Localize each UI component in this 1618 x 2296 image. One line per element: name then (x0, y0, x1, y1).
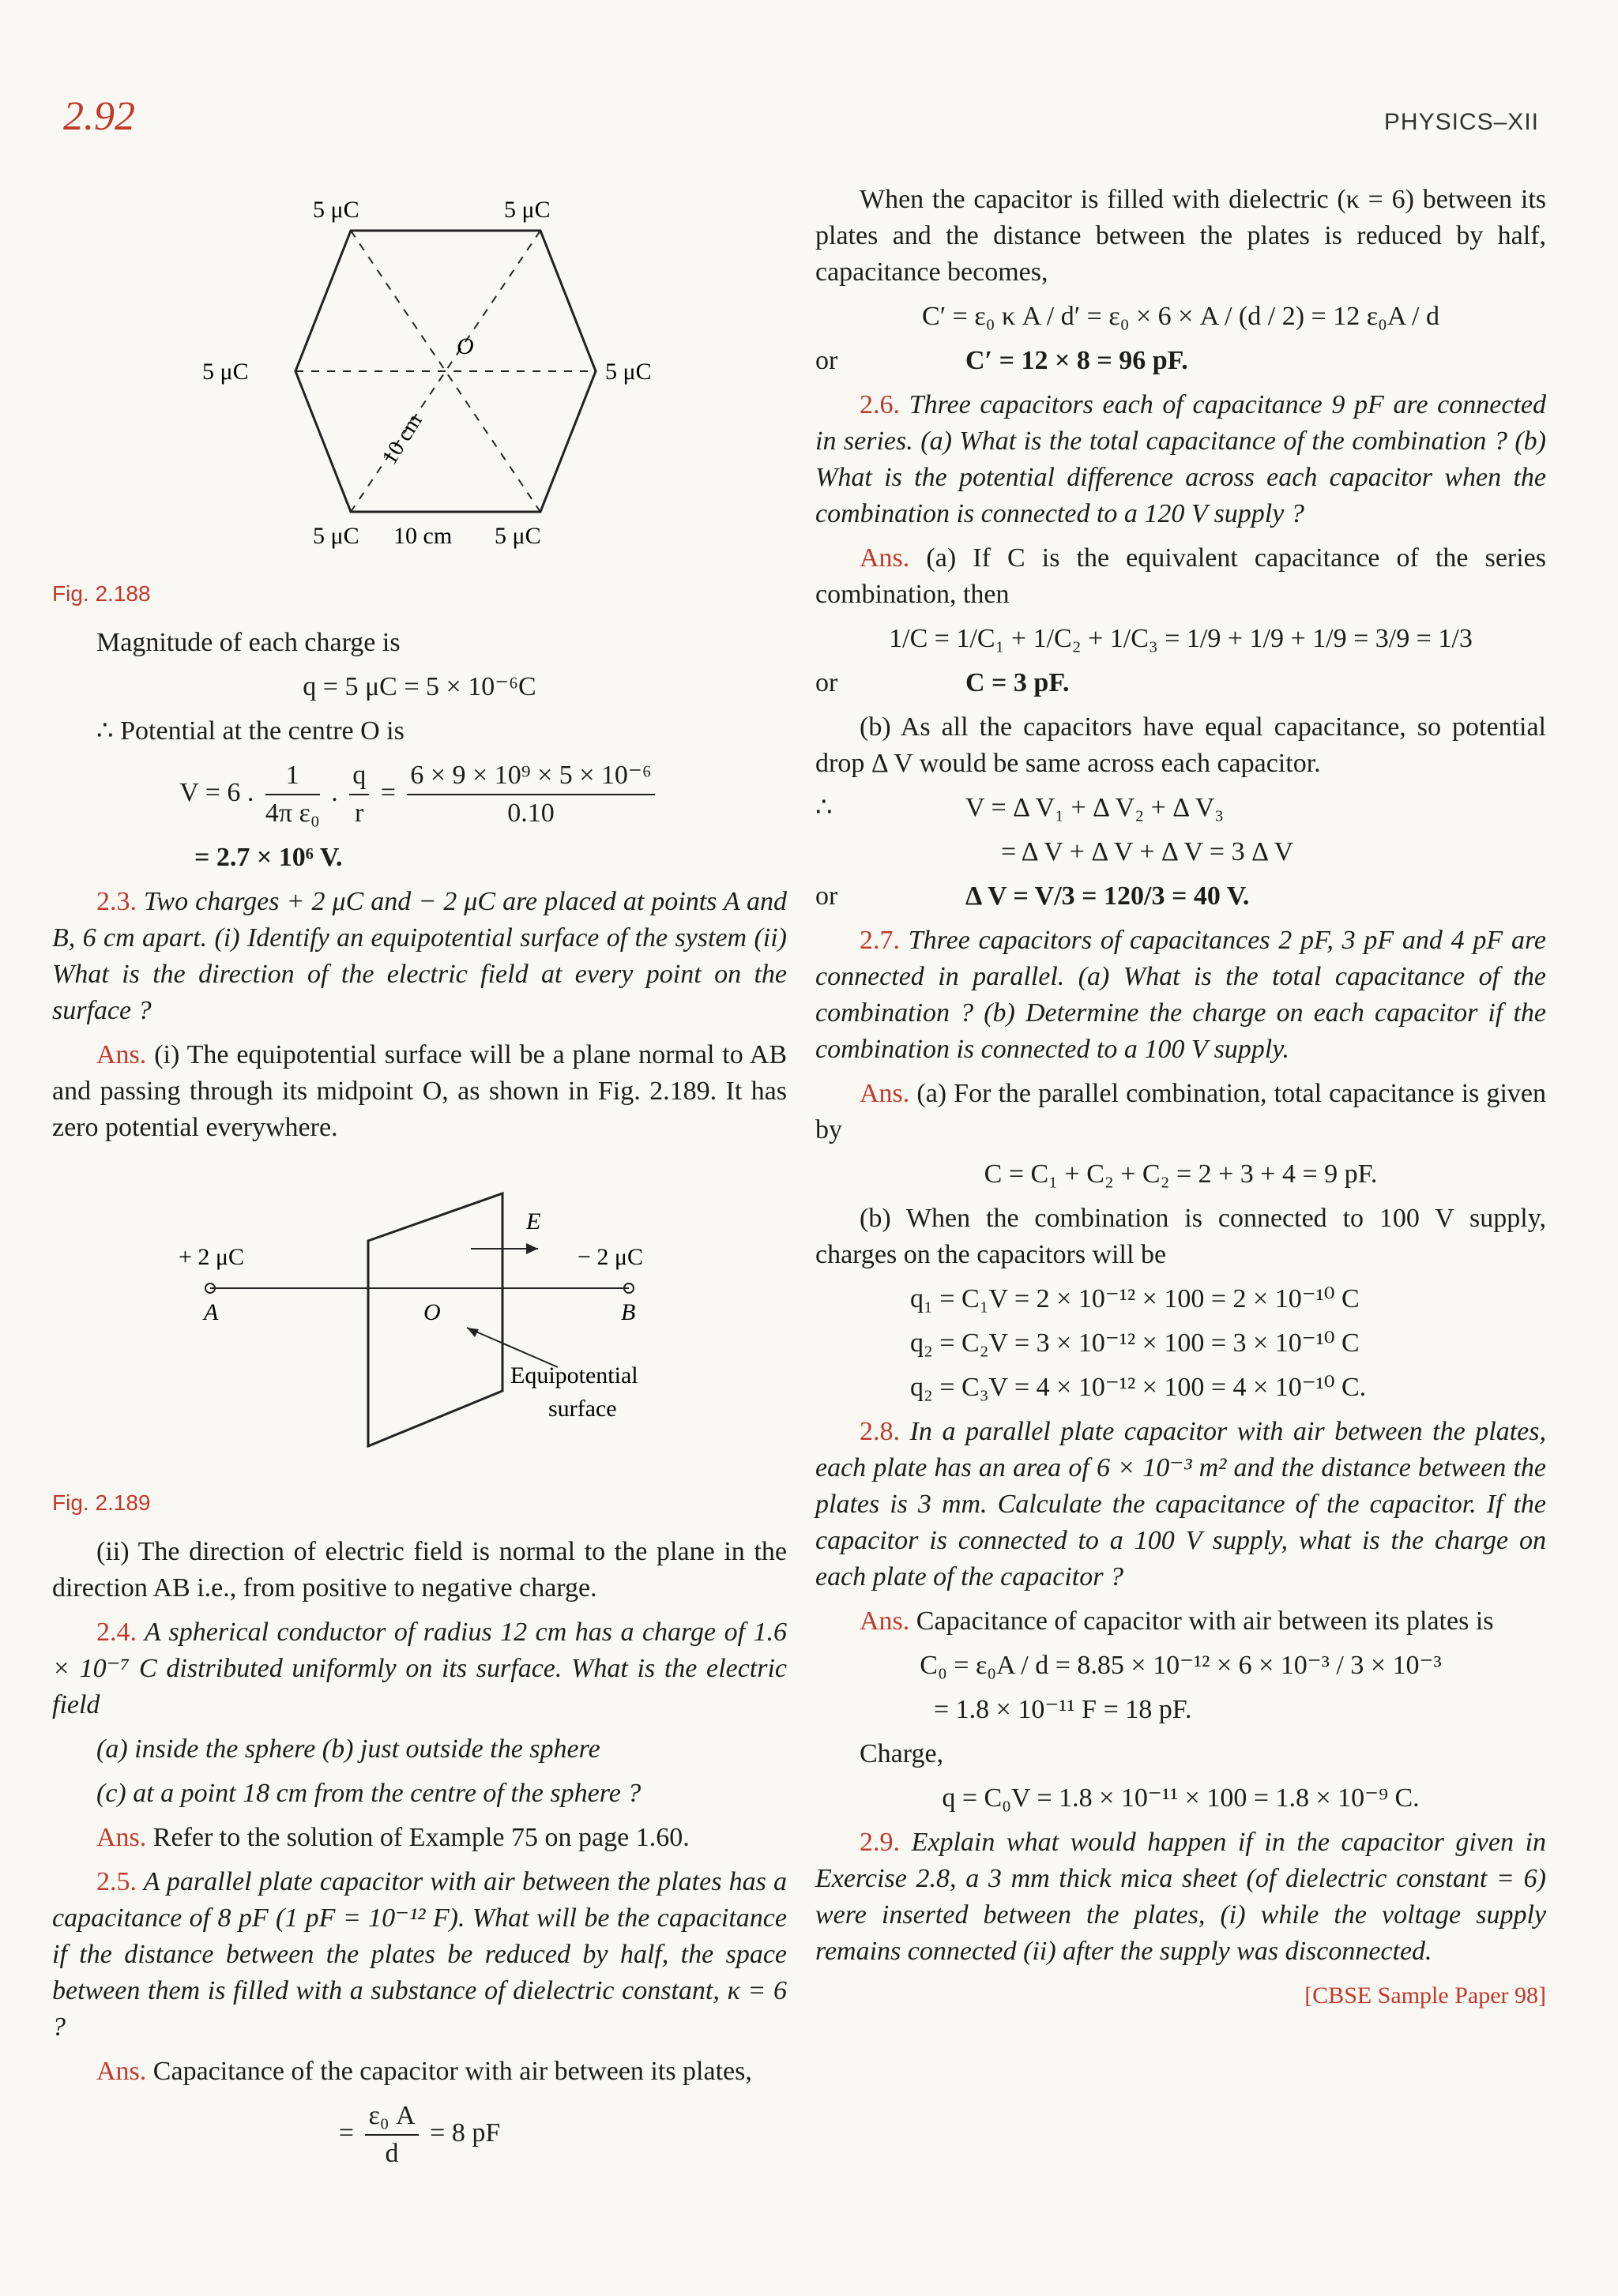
question-text: In a parallel plate capacitor with air between the plates, each plate has an area of 6 × 10⁻³ m² and the distance between the plates is 3 mm. Calculate the capacitance of the capacitor. If the capacitor is connected to a 100 V supply, what is the charge on each plate of the capacitor ? (815, 1417, 1547, 1591)
eq-q1: q₁ = C₁V = 2 × 10⁻¹² × 100 = 2 × 10⁻¹⁰ C (910, 1284, 1360, 1313)
question-2-6 (815, 387, 1546, 532)
eq-dielectric-capacitance: C′ = ε₀ κ A / d′ = ε₀ × 6 × A / (d / 2) = 12 ε₀A / d (922, 302, 1439, 331)
question-text: A spherical conductor of radius 12 cm has a charge of 1.6 × 10⁻⁷ C distributed uniformly on its surface. What is the electric field (52, 1618, 787, 1719)
ans-label: Ans. (860, 543, 910, 573)
side-label: 10 cm (393, 523, 453, 549)
right-column (815, 182, 1546, 2014)
left-column (52, 182, 787, 2180)
charge-left: 5 μC (202, 359, 249, 385)
eq-18pf: = 1.8 × 10⁻¹¹ F = 18 pF. (934, 1695, 1192, 1724)
left-charge-label: + 2 μC (179, 1244, 245, 1270)
ans-label: Ans. (96, 1823, 147, 1852)
eq-result: = 2.7 × 10⁶ V. (194, 843, 343, 872)
text-charge: Charge, (860, 1739, 944, 1768)
frac-den: 0.10 (507, 799, 555, 828)
equipotential-figure (52, 1154, 787, 1470)
frac-den: 4π ε₀ (265, 799, 320, 828)
ans-label: Ans. (860, 1079, 910, 1108)
or-label: or (815, 668, 838, 697)
question-2-5 (52, 1864, 787, 2046)
question-text: Two charges + 2 μC and − 2 μC are placed at points A and B, 6 cm apart. (i) Identify an equipotential surface of the system (ii) What is the direction of the electric field at every point on the surface ? (52, 887, 788, 1025)
q-number: 2.3. (96, 887, 137, 916)
eq-c0: C₀ = ε₀A / d = 8.85 × 10⁻¹² × 6 × 10⁻³ / 3 × 10⁻³ (920, 1651, 1442, 1680)
radius-label: 10 cm (377, 409, 427, 469)
or-label: or (815, 346, 838, 375)
question-text: Explain what would happen if in the capacitor given in Exercise 2.8, a 3 mm thick mica sheet (of dielectric constant = 6) were inserted between the plates, (i) while the voltage supply remains connected (ii) after the supply was disconnected. (815, 1828, 1547, 1966)
frac-num: q (349, 757, 369, 795)
answer-text: Capacitance of the capacitor with air between its plates, (152, 2057, 752, 2086)
charge-bottom-left: 5 μC (313, 523, 359, 549)
eq-rhs: = 8 pF (430, 2118, 501, 2148)
question-2-4-c: (c) at a point 18 cm from the centre of the sphere ? (96, 1779, 642, 1808)
text-magnitude: Magnitude of each charge is (96, 628, 401, 657)
question-2-7 (815, 923, 1546, 1068)
eq-air-capacitance: = $\frac{\text{ε₀ A}}{d}$ = 8 pF (52, 2098, 787, 2172)
fig-188-caption: Fig. 2.188 (52, 581, 151, 606)
eq-charge-q: q = C₀V = 1.8 × 10⁻¹¹ × 100 = 1.8 × 10⁻⁹ C. (942, 1783, 1420, 1813)
point-a: A (204, 1299, 219, 1325)
fig-189-caption: Fig. 2.189 (52, 1490, 151, 1515)
answer-2-8 (815, 1603, 1546, 1640)
answer-2-6 (815, 540, 1546, 613)
book-title: PHYSICS–XII (1383, 109, 1539, 135)
eq-series: 1/C = 1/C₁ + 1/C₂ + 1/C₃ = 1/9 + 1/9 + 1/9 = 3/9 = 1/3 (889, 624, 1473, 653)
surface-label-2: surface (548, 1396, 617, 1422)
charge-right: 5 μC (605, 359, 652, 385)
page-number: 2.92 (63, 94, 135, 139)
or-row (815, 878, 1546, 915)
therefore-symbol: ∴ (815, 793, 833, 822)
answer-2-7 (815, 1076, 1546, 1148)
text-potential: ∴ Potential at the centre O is (96, 716, 404, 746)
eq-3pf: C = 3 pF. (965, 668, 1070, 697)
answer-2-4 (52, 1820, 787, 1856)
hexagon-figure (52, 182, 787, 561)
or-row (815, 665, 1546, 701)
q-number: 2.7. (860, 926, 900, 955)
answer-2-3-ii: (ii) The direction of electric field is normal to the plane in the direction AB i.e., from positive to negative charge. (52, 1537, 787, 1603)
field-label: E (526, 1208, 541, 1234)
eq-96pf: C′ = 12 × 8 = 96 pF. (965, 346, 1188, 375)
answer-2-5 (52, 2054, 787, 2090)
eq-sum-v: V = Δ V₁ + Δ V₂ + Δ V₃ (965, 793, 1225, 822)
eq-40v: Δ V = V/3 = 120/3 = 40 V. (965, 881, 1250, 911)
frac-den: d (385, 2139, 399, 2168)
point-o: O (423, 1299, 441, 1325)
or-label: or (815, 881, 838, 911)
centre-label: O (457, 333, 474, 359)
eq-3dv: = Δ V + Δ V + Δ V = 3 Δ V (1001, 837, 1294, 866)
eq-charge: q = 5 μC = 5 × 10⁻⁶C (303, 672, 536, 701)
q-number: 2.9. (860, 1828, 900, 1857)
charge-bottom-right: 5 μC (495, 523, 541, 549)
ans-label: Ans. (860, 1606, 910, 1636)
ans-label: Ans. (96, 1040, 147, 1069)
answer-2-6-b: (b) As all the capacitors have equal capacitance, so potential drop Δ V would be same across each capacitor. (815, 712, 1546, 778)
eq-q2: q₂ = C₂V = 3 × 10⁻¹² × 100 = 3 × 10⁻¹⁰ C (910, 1328, 1360, 1358)
question-2-9 (815, 1824, 1546, 1970)
question-2-8 (815, 1414, 1546, 1595)
charge-top-left: 5 μC (313, 197, 359, 223)
question-2-4 (52, 1614, 787, 1723)
frac-num: 1 (265, 757, 320, 795)
surface-label-1: Equipotential (510, 1362, 638, 1388)
right-charge-label: − 2 μC (578, 1244, 644, 1270)
eq-q3: q₂ = C₃V = 4 × 10⁻¹² × 100 = 4 × 10⁻¹⁰ C. (910, 1373, 1367, 1402)
q-number: 2.8. (860, 1417, 900, 1446)
eq-parallel: C = C₁ + C₂ + C₂ = 2 + 3 + 4 = 9 pF. (984, 1159, 1378, 1189)
question-2-3 (52, 884, 787, 1029)
therefore-row (815, 790, 1546, 826)
answer-text: Capacitance of capacitor with air between its plates is (916, 1606, 1494, 1636)
eq-potential: V = 6 . $\frac{1}{\text{4π ε₀}}$ . $\frac{q}{r}$ = $\frac{\text{6 × 9 × 10⁹ × 5 × 10⁻⁶}}{0.10}$ (52, 757, 787, 832)
answer-2-3 (52, 1037, 787, 1146)
frac-den: r (355, 799, 364, 828)
charge-top-right: 5 μC (504, 197, 551, 223)
answer-text: (a) If C is the equivalent capacitance of the series combination, then (815, 543, 1547, 609)
q-number: 2.6. (860, 390, 900, 419)
question-text: Three capacitors each of capacitance 9 pF are connected in series. (a) What is the total capacitance of the combination ? (b) What is the potential difference across each capacitor when the combination is connected to a 120 V supply ? (815, 390, 1546, 528)
answer-text: (a) For the parallel combination, total capacitance is given by (815, 1079, 1547, 1144)
ans-label: Ans. (96, 2057, 147, 2086)
point-b: B (621, 1299, 636, 1325)
q-number: 2.4. (96, 1618, 137, 1647)
cbse-reference: [CBSE Sample Paper 98] (1304, 1982, 1546, 2009)
answer-text: (i) The equipotential surface will be a plane normal to AB and passing through its midpoint O, as shown in Fig. 2.189. It has zero potential everywhere. (52, 1040, 787, 1142)
question-text: A parallel plate capacitor with air between the plates has a capacitance of 8 pF (1 pF = 10⁻¹² F). What will be the capacitance if the distance between the plates be reduced by half, the space between them is filled with a substance of dielectric constant, κ = 6 ? (52, 1867, 787, 2042)
question-text: Three capacitors of capacitances 2 pF, 3 pF and 4 pF are connected in parallel. (a) What is the total capacitance of the combination ? (b) Determine the charge on each capacitor if the combination is connected to a 100 V supply. (815, 926, 1547, 1064)
q-number: 2.5. (96, 1867, 137, 1896)
answer-text: Refer to the solution of Example 75 on page 1.60. (152, 1823, 690, 1852)
answer-2-7-b: (b) When the combination is connected to 100 V supply, charges on the capacitors will be (815, 1204, 1546, 1269)
frac-num: ε₀ A (365, 2098, 418, 2136)
question-2-4-ab: (a) inside the sphere (b) just outside the sphere (96, 1734, 600, 1764)
frac-num: 6 × 9 × 10⁹ × 5 × 10⁻⁶ (407, 757, 654, 795)
eq-potential-lhs: V = 6 . (179, 777, 254, 807)
or-row (815, 343, 1546, 379)
text-dielectric: When the capacitor is filled with dielectric (κ = 6) between its plates and the distance between the plates is reduced by half, capacitance becomes, (815, 185, 1546, 287)
